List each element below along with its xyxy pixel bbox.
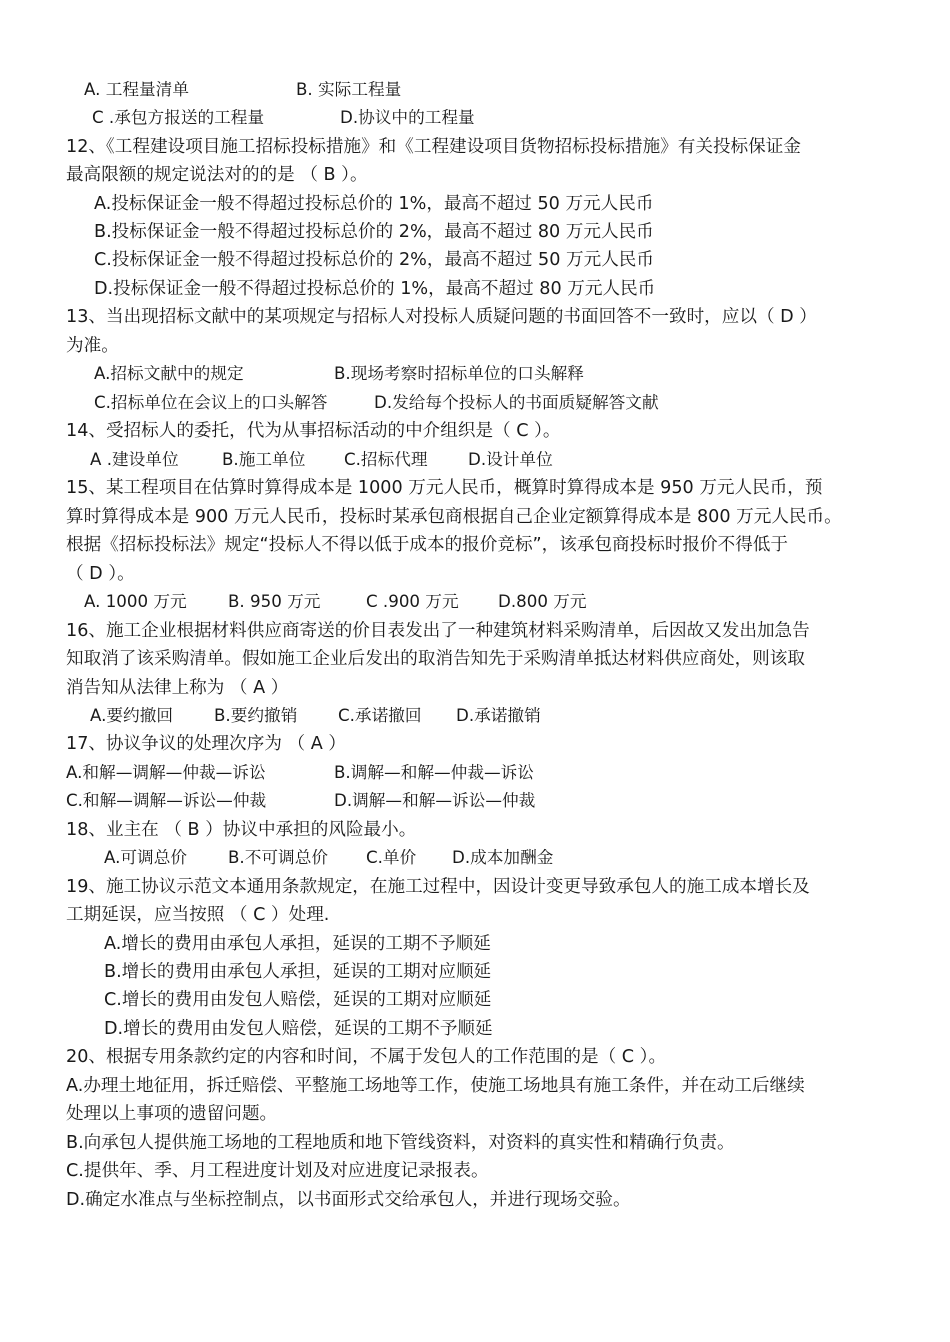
q15-stem-line-3: 根据《招标投标法》规定“投标人不得以低于成本的报价竞标”，该承包商投标时报价不得低于 xyxy=(66,535,788,555)
q16-option-b: B.要约撤销 xyxy=(214,706,298,725)
q15-option-a: A. 1000 万元 xyxy=(84,592,187,611)
q17-option-b: B.调解—和解—仲裁—诉讼 xyxy=(334,763,534,782)
q16-option-a: A.要约撤回 xyxy=(90,706,174,725)
q14-option-d: D.设计单位 xyxy=(468,450,553,469)
q19-option-c: C.增长的费用由发包人赔偿，延误的工期对应顺延 xyxy=(104,990,492,1010)
q15-option-d: D.800 万元 xyxy=(498,592,587,611)
q15-stem-line-4: （ D ）。 xyxy=(66,564,135,584)
q20-option-c: C.提供年、季、月工程进度计划及对应进度记录报表。 xyxy=(66,1161,489,1181)
q15-stem-line-1: 15、某工程项目在估算时算得成本是 1000 万元人民币，概算时算得成本是 950 万元人民币，预 xyxy=(66,478,823,498)
q20-stem: 20、根据专用条款约定的内容和时间，不属于发包人的工作范围的是（ C ）。 xyxy=(66,1047,667,1067)
q11-option-c: C .承包方报送的工程量 xyxy=(92,108,265,127)
q16-stem-line-1: 16、施工企业根据材料供应商寄送的价目表发出了一种建筑材料采购清单，后因故又发出加急告 xyxy=(66,621,810,641)
q18-option-d: D.成本加酬金 xyxy=(452,848,554,867)
q18-option-a: A.可调总价 xyxy=(104,848,188,867)
q14-stem: 14、受招标人的委托，代为从事招标活动的中介组织是（ C ）。 xyxy=(66,421,561,441)
q12-option-b: B.投标保证金一般不得超过投标总价的 2%，最高不超过 80 万元人民币 xyxy=(94,222,654,242)
q17-option-a: A.和解—调解—仲裁—诉讼 xyxy=(66,763,266,782)
q20-option-a-line-2: 处理以上事项的遗留问题。 xyxy=(66,1104,278,1124)
q13-stem-line-1: 13、当出现招标文献中的某项规定与招标人对投标人质疑问题的书面回答不一致时，应以（ D ） xyxy=(66,307,817,327)
q11-option-d: D.协议中的工程量 xyxy=(340,108,475,127)
q15-stem-line-2: 算时算得成本是 900 万元人民币，投标时某承包商根据自己企业定额算得成本是 800 万元人民币。 xyxy=(66,507,842,527)
q20-option-a-line-1: A.办理土地征用，拆迁赔偿、平整施工场地等工作，使施工场地具有施工条件，并在动工后继续 xyxy=(66,1076,805,1096)
q15-option-b: B. 950 万元 xyxy=(228,592,321,611)
q20-option-b: B.向承包人提供施工场地的工程地质和地下管线资料，对资料的真实性和精确行负责。 xyxy=(66,1133,735,1153)
q17-option-c: C.和解—调解—诉讼—仲裁 xyxy=(66,791,267,810)
q14-option-c: C.招标代理 xyxy=(344,450,428,469)
q17-option-d: D.调解—和解—诉讼—仲裁 xyxy=(334,791,536,810)
q11-option-b: B. 实际工程量 xyxy=(296,80,402,99)
q13-option-d: D.发给每个投标人的书面质疑解答文献 xyxy=(374,393,659,412)
q14-option-b: B.施工单位 xyxy=(222,450,306,469)
q19-stem-line-1: 19、施工协议示范文本通用条款规定，在施工过程中，因设计变更导致承包人的施工成本增长及 xyxy=(66,877,810,897)
q13-stem-line-2: 为准。 xyxy=(66,336,119,356)
q18-option-b: B.不可调总价 xyxy=(228,848,329,867)
q12-stem-line-2: 最高限额的规定说法对的的是 （ B ）。 xyxy=(66,165,368,185)
q20-option-d: D.确定水准点与坐标控制点，以书面形式交给承包人，并进行现场交验。 xyxy=(66,1190,631,1210)
q18-option-c: C.单价 xyxy=(366,848,417,867)
q16-stem-line-2: 知取消了该采购清单。假如施工企业后发出的取消告知先于采购清单抵达材料供应商处，则该取 xyxy=(66,649,805,669)
q17-stem: 17、协议争议的处理次序为 （ A ） xyxy=(66,734,346,754)
q19-stem-line-2: 工期延误，应当按照 （ C ）处理. xyxy=(66,905,330,925)
q12-option-d: D.投标保证金一般不得超过投标总价的 1%，最高不超过 80 万元人民币 xyxy=(94,279,656,299)
q19-option-a: A.增长的费用由承包人承担，延误的工期不予顺延 xyxy=(104,934,491,954)
q18-stem: 18、业主在 （ B ）协议中承担的风险最小。 xyxy=(66,820,417,840)
q12-option-c: C.投标保证金一般不得超过投标总价的 2%，最高不超过 50 万元人民币 xyxy=(94,250,654,270)
q16-option-d: D.承诺撤销 xyxy=(456,706,541,725)
q14-option-a: A .建设单位 xyxy=(90,450,179,469)
q16-option-c: C.承诺撤回 xyxy=(338,706,422,725)
q16-stem-line-3: 消告知从法律上称为 （ A ） xyxy=(66,678,289,698)
q13-option-b: B.现场考察时招标单位的口头解释 xyxy=(334,364,584,383)
q12-stem-line-1: 12、《工程建设项目施工招标投标措施》和《工程建设项目货物招标投标措施》有关投标保证金 xyxy=(66,137,801,157)
q15-option-c: C .900 万元 xyxy=(366,592,459,611)
q13-option-a: A.招标文献中的规定 xyxy=(94,364,244,383)
q19-option-d: D.增长的费用由发包人赔偿，延误的工期不予顺延 xyxy=(104,1019,493,1039)
q12-option-a: A.投标保证金一般不得超过投标总价的 1%，最高不超过 50 万元人民币 xyxy=(94,194,654,214)
q19-option-b: B.增长的费用由承包人承担，延误的工期对应顺延 xyxy=(104,962,492,982)
q13-option-c: C.招标单位在会议上的口头解答 xyxy=(94,393,328,412)
q11-option-a: A. 工程量清单 xyxy=(84,80,189,99)
